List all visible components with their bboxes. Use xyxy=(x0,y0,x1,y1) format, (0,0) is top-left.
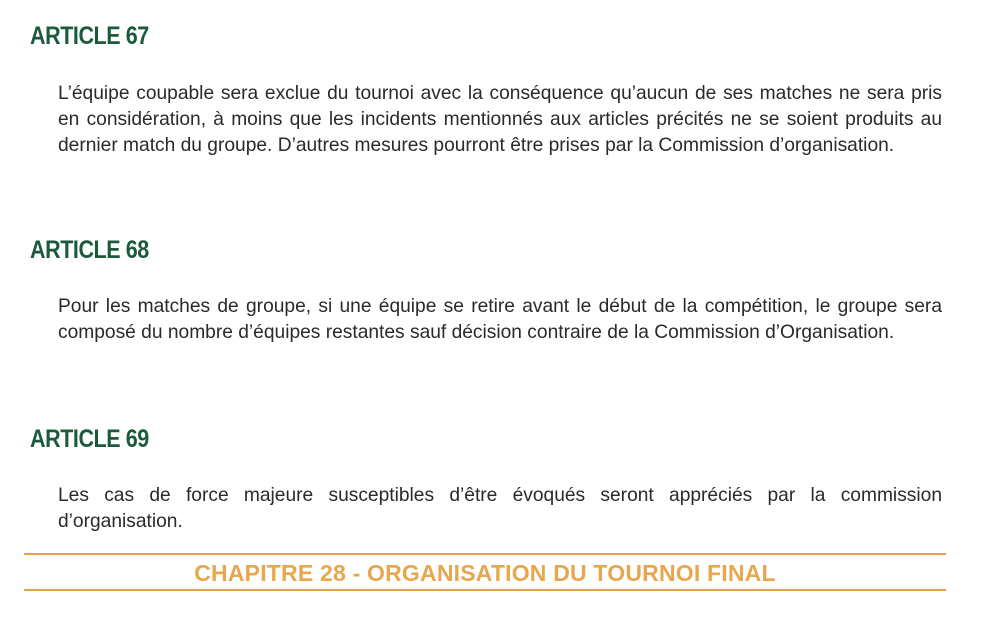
article-69-text: Les cas de force majeure susceptibles d’être évoqués seront appréciés par la commission d’organisation. xyxy=(58,485,942,532)
article-68-heading: ARTICLE 68 xyxy=(30,236,149,264)
chapter-28-heading: CHAPITRE 28 - ORGANISATION DU TOURNOI FINAL xyxy=(194,560,776,586)
chapter-rule-top xyxy=(24,553,946,555)
article-67-heading: ARTICLE 67 xyxy=(30,22,149,50)
chapter-rule-bottom xyxy=(24,589,946,591)
article-68-text: Pour les matches de groupe, si une équipe se retire avant le début de la compétition, le groupe sera composé du nombre d’équipes restantes sauf décision contraire de la Commission d’Organisation. xyxy=(58,296,942,343)
article-67-text: L’équipe coupable sera exclue du tournoi avec la conséquence qu’aucun de ses matches ne sera pris en considération, à moins que les incidents mentionnés aux articles précités ne se soient produits au dernier match du groupe. D’autres mesures pourront être prises par la Commission d’organisation. xyxy=(58,83,942,156)
article-69-heading: ARTICLE 69 xyxy=(30,425,149,453)
